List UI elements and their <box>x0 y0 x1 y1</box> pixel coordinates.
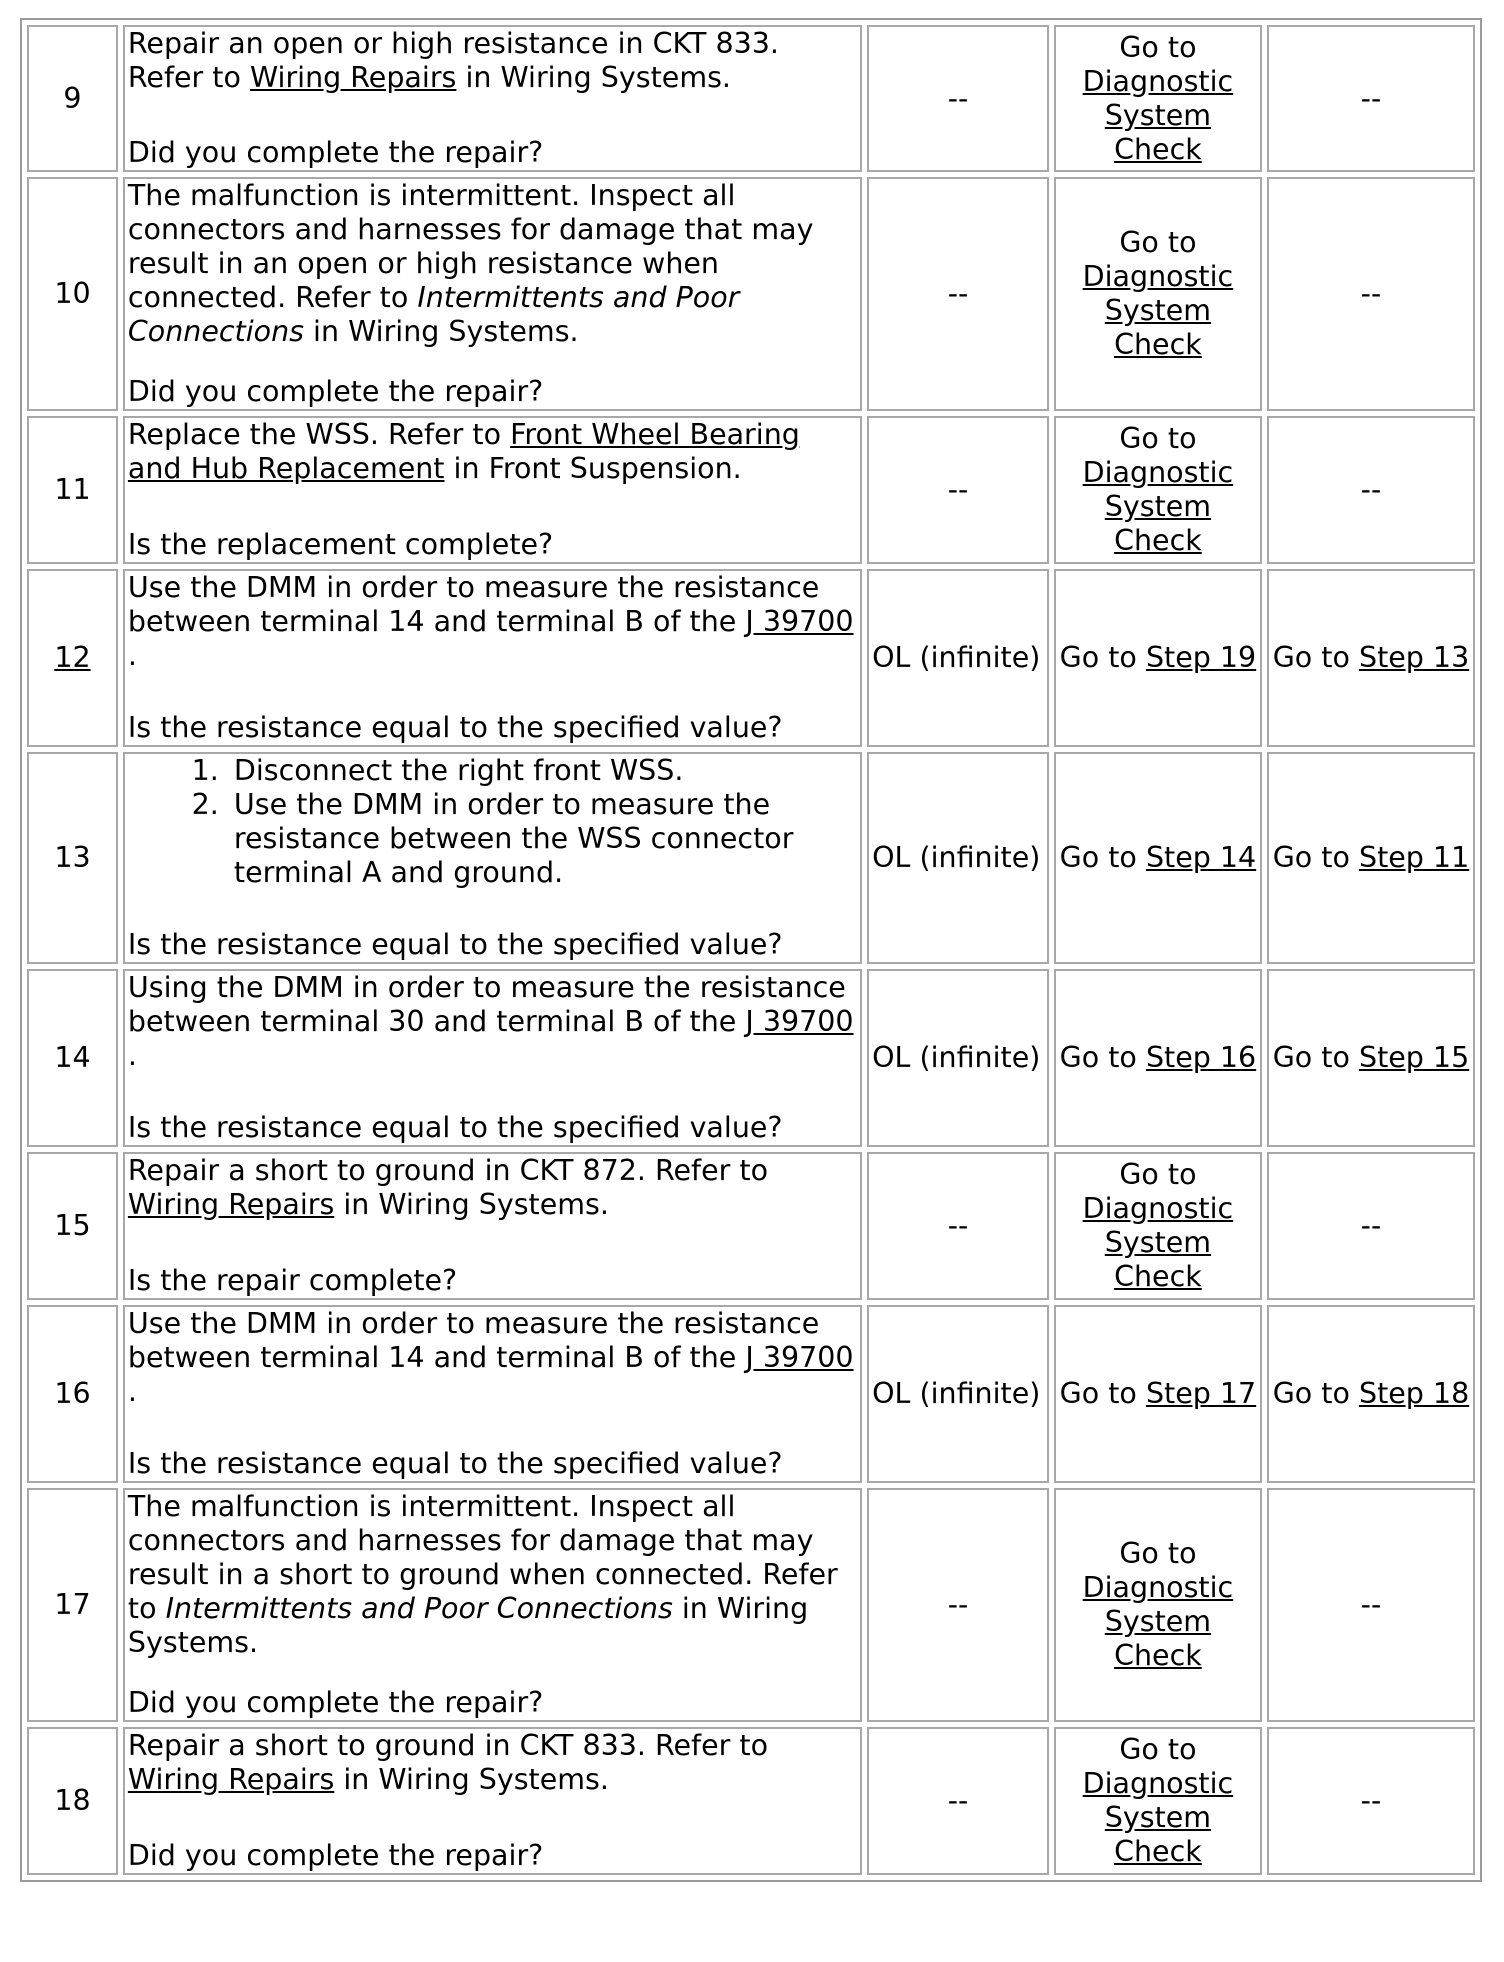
step-number: 11 <box>54 473 91 506</box>
step-cell <box>27 1305 118 1483</box>
step-cell <box>27 416 118 564</box>
diagnostic-system-check-link[interactable]: System <box>1104 294 1212 327</box>
substep-list <box>128 754 857 890</box>
no-value: -- <box>1360 473 1382 506</box>
action-instructions <box>128 1307 857 1409</box>
reference-link[interactable]: Wiring Repairs <box>127 1763 335 1796</box>
diagnostic-system-check-link[interactable]: System <box>1104 1801 1212 1834</box>
action-line <box>128 1154 857 1188</box>
diagnostic-system-check-link[interactable]: Check <box>1114 1835 1202 1868</box>
specified-value: OL (infinite) <box>872 841 1041 874</box>
value-cell <box>867 1305 1049 1483</box>
action-text: Use the DMM in order to measure the resistance <box>127 571 820 604</box>
reference-link[interactable]: Wiring Repairs <box>127 1188 335 1221</box>
action-line <box>128 27 857 61</box>
action-line <box>128 179 857 213</box>
no-value: -- <box>1360 1588 1382 1621</box>
reference-text: Intermittents and Poor <box>417 281 740 314</box>
diagnostic-table-body <box>27 25 1475 1875</box>
no-value: -- <box>1360 1784 1382 1817</box>
value-cell <box>867 1488 1049 1722</box>
step-number: 13 <box>54 841 91 874</box>
action-content <box>128 571 857 745</box>
action-line <box>128 1763 857 1797</box>
action-text: Systems. <box>127 1626 259 1659</box>
step-cell <box>27 969 118 1147</box>
yes-cell <box>1054 969 1262 1147</box>
action-text: Replace the WSS. Refer to <box>127 418 511 451</box>
go-to-text: Go to <box>1119 1158 1197 1191</box>
step-number: 9 <box>63 81 82 115</box>
diagnostic-system-check-link[interactable]: Diagnostic <box>1082 64 1234 98</box>
action-line <box>128 213 857 247</box>
action-question: Is the resistance equal to the specified value? <box>127 1111 783 1144</box>
action-text: . <box>127 1375 137 1408</box>
action-text: in Wiring Systems. <box>456 61 731 94</box>
action-cell <box>123 1305 862 1483</box>
diagnostic-system-check-link[interactable]: Check <box>1114 1260 1202 1293</box>
action-text: The malfunction is intermittent. Inspect all <box>127 1490 736 1523</box>
action-content <box>128 754 857 962</box>
action-content <box>128 971 857 1145</box>
step-cell <box>27 1488 118 1722</box>
reference-text: Intermittents and Poor Connections <box>165 1592 673 1625</box>
action-cell <box>123 25 862 172</box>
step-number: 15 <box>54 1209 91 1242</box>
value-cell <box>867 1152 1049 1300</box>
step-cell <box>27 25 118 172</box>
specified-value: -- <box>947 473 969 506</box>
action-cell <box>123 1727 862 1875</box>
action-line <box>128 61 857 95</box>
action-cell <box>123 1152 862 1300</box>
action-line <box>128 971 857 1005</box>
action-text: Refer to <box>127 61 250 94</box>
reference-link[interactable]: Front Wheel Bearing <box>510 418 800 451</box>
diagnostic-table <box>20 18 1482 1882</box>
no-cell <box>1267 1305 1475 1483</box>
reference-link[interactable]: Wiring Repairs <box>249 61 457 94</box>
action-question: Did you complete the repair? <box>127 375 544 408</box>
specified-value: -- <box>947 81 969 115</box>
no-value: -- <box>1360 277 1382 310</box>
action-question: Is the repair complete? <box>127 1264 458 1297</box>
action-line <box>128 1558 857 1592</box>
step-cell <box>27 752 118 964</box>
action-line <box>128 1375 857 1409</box>
action-question: Is the resistance equal to the specified value? <box>127 928 783 961</box>
specified-value: -- <box>947 1784 969 1817</box>
action-question: Did you complete the repair? <box>127 1839 544 1872</box>
action-content <box>128 418 857 562</box>
action-line <box>128 1341 857 1375</box>
action-question: Is the replacement complete? <box>127 528 554 561</box>
action-instructions <box>128 27 857 95</box>
step-link[interactable]: Step 19 <box>1145 641 1257 674</box>
action-content <box>128 27 857 170</box>
action-cell <box>123 1488 862 1722</box>
diagnostic-system-check-link[interactable]: Diagnostic <box>1082 260 1234 293</box>
specified-value: OL (infinite) <box>872 1041 1041 1074</box>
no-cell <box>1267 969 1475 1147</box>
step-cell <box>27 569 118 747</box>
action-text: in Wiring Systems. <box>334 1763 609 1796</box>
go-to-text: Go to <box>1119 226 1197 259</box>
table-row <box>27 1305 1475 1483</box>
action-content <box>128 1307 857 1481</box>
reference-link[interactable]: and Hub Replacement <box>127 452 445 485</box>
no-cell <box>1267 416 1475 564</box>
no-value: -- <box>1360 81 1382 115</box>
step-link[interactable]: Step 16 <box>1145 1041 1257 1074</box>
step-number: 10 <box>54 277 91 310</box>
step-number: 18 <box>54 1784 91 1817</box>
action-text: Using the DMM in order to measure the resistance <box>127 971 846 1004</box>
action-text: between terminal 14 and terminal B of the <box>127 605 746 638</box>
diagnostic-system-check-link[interactable]: Check <box>1114 328 1202 361</box>
substep-item: 1. Disconnect the right front WSS. <box>228 754 857 788</box>
action-instructions <box>128 1490 857 1660</box>
action-text: The malfunction is intermittent. Inspect all <box>127 179 736 212</box>
table-row <box>27 177 1475 411</box>
action-line <box>128 247 857 281</box>
go-to-text: Go to <box>1059 1377 1146 1410</box>
action-instructions <box>128 1729 857 1797</box>
action-instructions <box>128 1154 857 1222</box>
go-to-text: Go to <box>1059 1041 1146 1074</box>
go-to-text: Go to <box>1272 641 1359 674</box>
substep-item: 2. Use the DMM in order to measure the resistance between the WSS connector terminal A and ground. <box>228 788 857 890</box>
value-cell <box>867 177 1049 411</box>
action-line <box>128 605 857 639</box>
action-text: Repair a short to ground in CKT 833. Refer to <box>127 1729 768 1762</box>
table-row <box>27 1488 1475 1722</box>
specified-value: OL (infinite) <box>872 1377 1041 1410</box>
action-text: connectors and harnesses for damage that may <box>127 1524 814 1557</box>
action-line <box>128 1307 857 1341</box>
table-row <box>27 752 1475 964</box>
step-number: 14 <box>54 1041 91 1074</box>
action-text: in Wiring <box>672 1592 809 1625</box>
no-value: -- <box>1360 1209 1382 1242</box>
go-to-text: Go to <box>1272 1041 1359 1074</box>
no-cell <box>1267 752 1475 964</box>
action-line <box>128 1729 857 1763</box>
action-text: in Wiring Systems. <box>334 1188 609 1221</box>
yes-cell <box>1054 569 1262 747</box>
step-number: 16 <box>54 1377 91 1410</box>
action-cell <box>123 416 862 564</box>
action-line <box>128 1188 857 1222</box>
action-line <box>128 1005 857 1039</box>
diagnostic-system-check-link[interactable]: Check <box>1114 524 1202 557</box>
step-link[interactable]: Step 13 <box>1358 641 1470 674</box>
table-row <box>27 1152 1475 1300</box>
step-link[interactable]: Step 14 <box>1145 841 1257 874</box>
action-instructions <box>128 754 857 890</box>
action-question: Did you complete the repair? <box>127 136 544 169</box>
action-text: result in a short to ground when connected. Refer <box>127 1558 838 1591</box>
action-question: Is the resistance equal to the specified value? <box>127 1447 783 1480</box>
specified-value: -- <box>947 1209 969 1242</box>
diagnostic-system-check-link[interactable]: Check <box>1114 132 1202 166</box>
step-link[interactable]: Step 18 <box>1358 1377 1470 1410</box>
value-cell <box>867 752 1049 964</box>
no-cell <box>1267 177 1475 411</box>
table-row <box>27 416 1475 564</box>
diagnostic-system-check-link[interactable]: Diagnostic <box>1082 1767 1234 1800</box>
reference-link[interactable]: J 39700 <box>745 1341 854 1374</box>
action-text: connected. Refer to <box>127 281 418 314</box>
table-row <box>27 569 1475 747</box>
action-content <box>128 1154 857 1298</box>
go-to-text: Go to <box>1272 1377 1359 1410</box>
value-cell <box>867 969 1049 1147</box>
yes-cell <box>1054 1305 1262 1483</box>
action-text: in Front Suspension. <box>444 452 742 485</box>
action-line <box>128 452 857 486</box>
action-line <box>128 1592 857 1626</box>
diagnostic-system-check-link[interactable]: Check <box>1114 1639 1202 1672</box>
action-instructions <box>128 571 857 673</box>
go-to-text: Go to <box>1119 422 1197 455</box>
yes-cell <box>1054 1727 1262 1875</box>
step-link[interactable]: Step 11 <box>1358 841 1470 874</box>
diagnostic-system-check-link[interactable]: System <box>1104 98 1212 132</box>
action-line <box>128 1626 857 1660</box>
action-instructions <box>128 971 857 1073</box>
diagnostic-system-check-link[interactable]: Diagnostic <box>1082 1571 1234 1604</box>
action-cell <box>123 569 862 747</box>
go-to-text: Go to <box>1059 841 1146 874</box>
action-cell <box>123 969 862 1147</box>
go-to-text: Go to <box>1119 30 1197 64</box>
step-link[interactable]: Step 17 <box>1145 1377 1257 1410</box>
yes-cell <box>1054 25 1262 172</box>
action-question: Did you complete the repair? <box>127 1686 544 1719</box>
no-cell <box>1267 1152 1475 1300</box>
value-cell <box>867 416 1049 564</box>
no-cell <box>1267 1488 1475 1722</box>
diagnostic-system-check-link[interactable]: System <box>1104 1226 1212 1259</box>
action-text: . <box>127 639 137 672</box>
action-text: between terminal 30 and terminal B of the <box>127 1005 746 1038</box>
action-text: Repair a short to ground in CKT 872. Refer to <box>127 1154 768 1187</box>
diagnostic-system-check-link[interactable]: Diagnostic <box>1082 1192 1234 1225</box>
action-text: . <box>127 1039 137 1072</box>
action-question: Is the resistance equal to the specified value? <box>127 711 783 744</box>
reference-link[interactable]: J 39700 <box>745 605 854 638</box>
table-row <box>27 1727 1475 1875</box>
action-text: between terminal 14 and terminal B of the <box>127 1341 746 1374</box>
step-link[interactable]: Step 15 <box>1358 1041 1470 1074</box>
diagnostic-system-check-link[interactable]: System <box>1104 490 1212 523</box>
go-to-text: Go to <box>1119 1733 1197 1766</box>
action-line <box>128 571 857 605</box>
step-cell <box>27 1727 118 1875</box>
action-text: in Wiring Systems. <box>304 315 579 348</box>
no-cell <box>1267 569 1475 747</box>
yes-cell <box>1054 416 1262 564</box>
step-number-link[interactable]: 12 <box>54 641 91 674</box>
reference-link[interactable]: J 39700 <box>745 1005 854 1038</box>
action-cell <box>123 752 862 964</box>
value-cell <box>867 1727 1049 1875</box>
step-cell <box>27 1152 118 1300</box>
action-text: Repair an open or high resistance in CKT 833. <box>127 27 779 60</box>
value-cell <box>867 569 1049 747</box>
yes-cell <box>1054 177 1262 411</box>
go-to-text: Go to <box>1059 641 1146 674</box>
action-line <box>128 1524 857 1558</box>
table-row <box>27 969 1475 1147</box>
action-line <box>128 418 857 452</box>
action-content <box>128 1729 857 1873</box>
table-row <box>27 25 1475 172</box>
yes-cell <box>1054 1152 1262 1300</box>
yes-cell <box>1054 752 1262 964</box>
action-line <box>128 639 857 673</box>
no-cell <box>1267 25 1475 172</box>
action-text: connectors and harnesses for damage that may <box>127 213 814 246</box>
action-text: result in an open or high resistance when <box>127 247 719 280</box>
value-cell <box>867 25 1049 172</box>
go-to-text: Go to <box>1119 1537 1197 1570</box>
action-cell <box>123 177 862 411</box>
action-instructions <box>128 418 857 486</box>
action-line <box>128 315 857 349</box>
go-to-text: Go to <box>1272 841 1359 874</box>
action-content <box>128 179 857 409</box>
yes-cell <box>1054 1488 1262 1722</box>
specified-value: -- <box>947 277 969 310</box>
action-line <box>128 1039 857 1073</box>
action-text: Use the DMM in order to measure the resistance <box>127 1307 820 1340</box>
reference-text: Connections <box>127 315 304 348</box>
step-number: 17 <box>54 1588 91 1621</box>
action-text: to <box>127 1592 166 1625</box>
action-line <box>128 1490 857 1524</box>
diagnostic-system-check-link[interactable]: System <box>1104 1605 1212 1638</box>
specified-value: OL (infinite) <box>872 641 1041 674</box>
action-line <box>128 281 857 315</box>
specified-value: -- <box>947 1588 969 1621</box>
action-content <box>128 1490 857 1720</box>
step-cell <box>27 177 118 411</box>
diagnostic-system-check-link[interactable]: Diagnostic <box>1082 456 1234 489</box>
action-instructions <box>128 179 857 349</box>
no-cell <box>1267 1727 1475 1875</box>
